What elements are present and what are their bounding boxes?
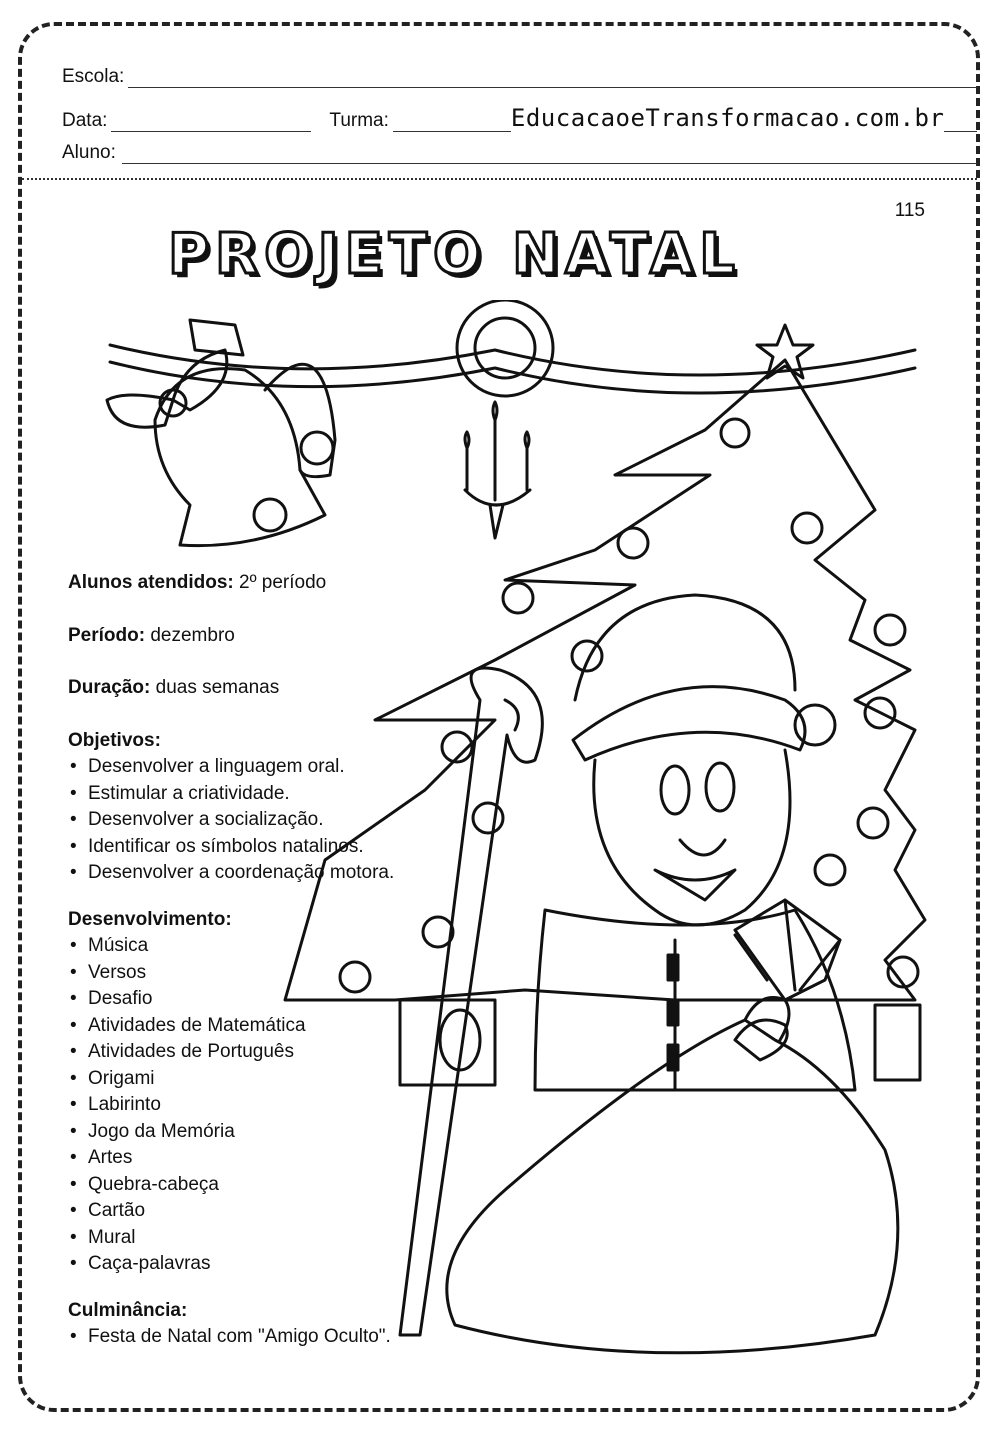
list-item: • Versos xyxy=(68,960,498,987)
list-item: • Desenvolver a coordenação motora. xyxy=(68,860,498,887)
culminancia-list xyxy=(68,1324,498,1351)
objetivos-title: Objetivos: xyxy=(68,729,161,751)
alunos-field xyxy=(68,570,498,597)
data-label: Data: xyxy=(62,110,108,131)
turma-line[interactable] xyxy=(393,115,511,132)
data-line[interactable] xyxy=(111,115,311,132)
list-item: • Desafio xyxy=(68,986,498,1013)
page-title: PROJETO NATAL xyxy=(168,222,741,287)
list-item: • Estimular a criatividade. xyxy=(68,781,498,808)
list-item: • Desenvolver a socialização. xyxy=(68,807,498,834)
desenvolvimento-list xyxy=(68,933,498,1278)
wreath-icon xyxy=(457,300,553,396)
gift-right-icon xyxy=(875,1005,920,1080)
desenvolvimento-title: Desenvolvimento: xyxy=(68,908,232,930)
list-item: • Atividades de Português xyxy=(68,1039,498,1066)
escola-label: Escola: xyxy=(62,66,125,87)
list-item: • Mural xyxy=(68,1225,498,1252)
escola-line[interactable] xyxy=(128,71,977,88)
periodo-value: dezembro xyxy=(150,624,235,646)
objetivos-list xyxy=(68,754,498,887)
project-details xyxy=(68,570,498,1371)
duracao-field xyxy=(68,675,498,702)
list-item: • Artes xyxy=(68,1145,498,1172)
escola-row xyxy=(62,66,977,88)
list-item: • Música xyxy=(68,933,498,960)
aluno-row xyxy=(62,142,977,164)
turma-line-end xyxy=(944,115,977,132)
website-text: EducacaoeTransformacao.com.br xyxy=(510,104,945,132)
periodo-label: Período: xyxy=(68,624,146,646)
aluno-line[interactable] xyxy=(122,147,977,164)
list-item: • Cartão xyxy=(68,1198,498,1225)
aluno-label: Aluno: xyxy=(62,142,116,163)
list-item: • Origami xyxy=(68,1066,498,1093)
alunos-value: 2º período xyxy=(239,572,327,593)
culminancia-title: Culminância: xyxy=(68,1299,188,1321)
bells-icon xyxy=(107,320,335,546)
list-item: • Festa de Natal com "Amigo Oculto". xyxy=(68,1324,498,1351)
list-item: • Jogo da Memória xyxy=(68,1119,498,1146)
header-divider xyxy=(22,178,977,180)
turma-label: Turma: xyxy=(329,110,389,131)
data-turma-row xyxy=(62,104,977,132)
duracao-label: Duração: xyxy=(68,677,151,698)
candelabra-icon xyxy=(465,402,530,538)
list-item: • Labirinto xyxy=(68,1092,498,1119)
list-item: • Atividades de Matemática xyxy=(68,1013,498,1040)
list-item: • Quebra-cabeça xyxy=(68,1172,498,1199)
periodo-field xyxy=(68,623,498,650)
santa-icon xyxy=(535,595,855,1090)
page-number: 115 xyxy=(894,200,925,221)
duracao-value: duas semanas xyxy=(155,677,280,698)
list-item: • Desenvolver a linguagem oral. xyxy=(68,754,498,781)
alunos-label: Alunos atendidos: xyxy=(68,572,234,593)
list-item: • Identificar os símbolos natalinos. xyxy=(68,834,498,861)
list-item: • Caça-palavras xyxy=(68,1251,498,1278)
